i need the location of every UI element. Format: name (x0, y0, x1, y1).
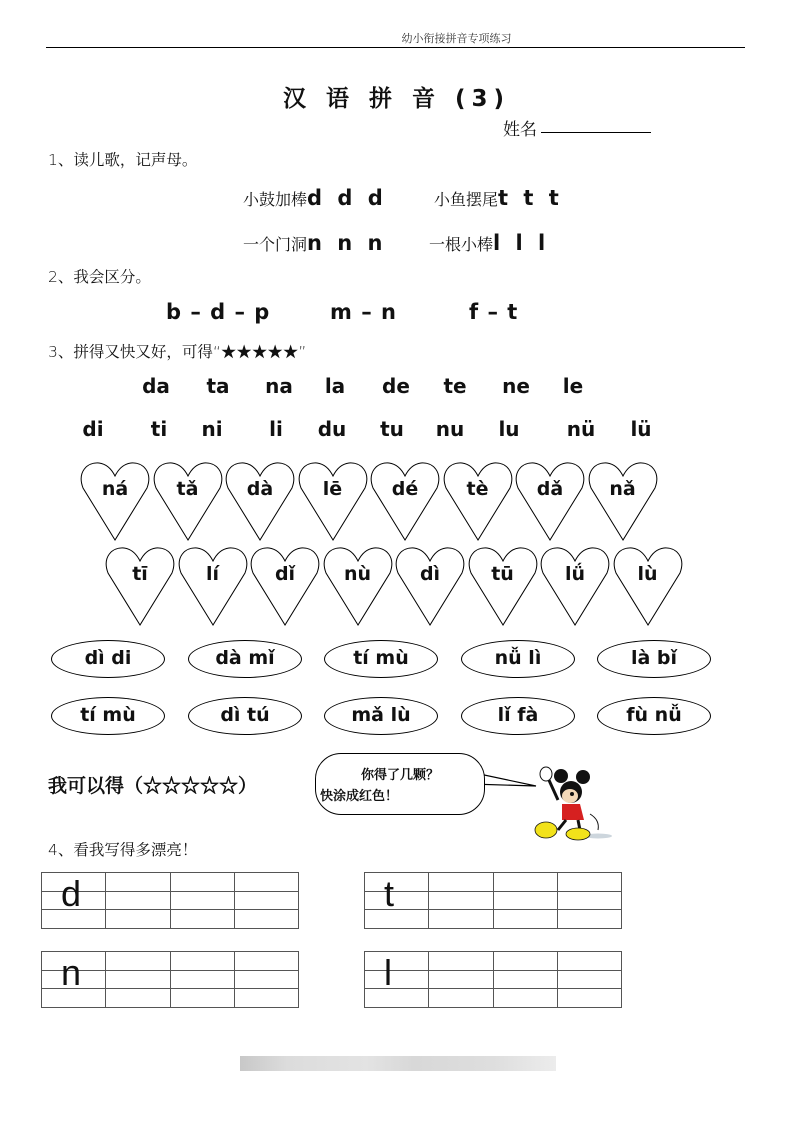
blurred-footer (240, 1056, 556, 1071)
heart-syllable[interactable] (79, 460, 151, 542)
syllable: lü (630, 417, 652, 441)
heart-icon (539, 545, 611, 627)
writing-grid-d[interactable] (41, 872, 299, 929)
syllable: du (317, 417, 347, 441)
rhyme-letters: d d d (307, 186, 387, 210)
heart-icon (612, 545, 684, 627)
syllable: ti (150, 417, 168, 441)
heart-icon (442, 460, 514, 542)
heart-label: ná (101, 478, 129, 500)
heart-icon (394, 545, 466, 627)
mickey-mouse-icon (528, 764, 612, 842)
heart-label: tū (491, 563, 514, 585)
heart-icon (224, 460, 296, 542)
rhyme-letters: l l l (493, 231, 550, 255)
pair-1: b – d – p (166, 300, 270, 324)
bubble-line-2: 快涂成红色！ (320, 789, 399, 804)
heart-syllable[interactable] (394, 545, 466, 627)
word-oval[interactable]: dà mǐ (188, 640, 302, 678)
syllable: tu (380, 417, 404, 441)
name-field[interactable] (541, 132, 651, 133)
heart-label: lù (637, 563, 658, 585)
rhyme-letters: n n n (307, 231, 387, 255)
heart-label: dǎ (536, 478, 564, 500)
syllable: na (265, 374, 293, 398)
header-rule (46, 47, 745, 48)
heart-syllable[interactable] (152, 460, 224, 542)
syllable: le (562, 374, 584, 398)
heart-label: dà (246, 478, 274, 500)
running-header: 幼小衔接拼音专项练习 (401, 32, 512, 45)
rhyme-4 (429, 231, 549, 255)
word-oval[interactable]: dì di (51, 640, 165, 678)
syllable: de (382, 374, 410, 398)
writing-grid-l[interactable] (364, 951, 622, 1008)
heart-icon (514, 460, 586, 542)
heart-syllable[interactable] (467, 545, 539, 627)
heart-icon (322, 545, 394, 627)
heart-syllable[interactable] (297, 460, 369, 542)
syllable: da (142, 374, 170, 398)
q3-heading: 3、拼得又快又好，可得“★★★★★” (48, 343, 307, 361)
name-label: 姓名 (503, 120, 537, 140)
rhyme-text: 一个门洞 (243, 235, 308, 254)
heart-icon (369, 460, 441, 542)
writing-grid-n[interactable] (41, 951, 299, 1008)
word-oval[interactable]: nǚ lì (461, 640, 575, 678)
heart-label: lí (205, 563, 220, 585)
heart-icon (79, 460, 151, 542)
syllable: te (443, 374, 467, 398)
score-label: 我可以得（☆☆☆☆☆） (48, 775, 258, 797)
bubble-line-1: 你得了几颗？ (361, 768, 440, 783)
speech-bubble (315, 753, 485, 815)
heart-label: nù (343, 563, 372, 585)
grid-sample-letter: t (384, 873, 395, 914)
heart-icon (152, 460, 224, 542)
syllable: nü (566, 417, 596, 441)
q1-heading: 1、读儿歌，记声母。 (48, 151, 198, 169)
syllable: ne (502, 374, 530, 398)
word-oval[interactable]: dì tú (188, 697, 302, 735)
pair-3: f – t (469, 300, 518, 324)
heart-syllable[interactable] (612, 545, 684, 627)
page-title: 汉 语 拼 音 (3) (282, 86, 511, 112)
heart-icon (249, 545, 321, 627)
word-oval[interactable]: tí mù (51, 697, 165, 735)
heart-syllable[interactable] (442, 460, 514, 542)
heart-label: dé (391, 478, 419, 500)
syllable: ta (206, 374, 230, 398)
heart-label: lē (322, 478, 343, 500)
rhyme-3 (243, 231, 387, 255)
heart-icon (297, 460, 369, 542)
heart-syllable[interactable] (539, 545, 611, 627)
heart-icon (587, 460, 659, 542)
heart-syllable[interactable] (224, 460, 296, 542)
syllable: lu (498, 417, 520, 441)
rhyme-text: 小鱼摆尾 (434, 190, 499, 209)
q2-heading: 2、我会区分。 (48, 268, 151, 286)
heart-syllable[interactable] (322, 545, 394, 627)
word-oval[interactable]: là bǐ (597, 640, 711, 678)
heart-label: tè (466, 478, 489, 500)
heart-syllable[interactable] (249, 545, 321, 627)
heart-label: dǐ (274, 563, 296, 585)
heart-icon (177, 545, 249, 627)
rhyme-text: 一根小棒 (429, 235, 494, 254)
syllable: ni (201, 417, 223, 441)
word-oval[interactable]: tí mù (324, 640, 438, 678)
heart-icon (467, 545, 539, 627)
rhyme-2 (434, 186, 563, 210)
heart-label: nǎ (609, 478, 636, 500)
grid-sample-letter: n (61, 952, 82, 993)
word-oval[interactable]: fù nǚ (597, 697, 711, 735)
grid-sample-letter: l (384, 952, 392, 993)
rhyme-text: 小鼓加棒 (243, 190, 308, 209)
heart-syllable[interactable] (369, 460, 441, 542)
syllable: la (324, 374, 346, 398)
rhyme-letters: t t t (498, 186, 563, 210)
grid-sample-letter: d (61, 873, 82, 914)
heart-syllable[interactable] (104, 545, 176, 627)
heart-syllable[interactable] (587, 460, 659, 542)
writing-grid-t[interactable] (364, 872, 622, 929)
pair-2: m – n (330, 300, 396, 324)
heart-syllable[interactable] (177, 545, 249, 627)
heart-label: tǎ (176, 478, 199, 500)
q4-heading: 4、看我写得多漂亮！ (48, 841, 198, 859)
heart-label: lǘ (564, 563, 586, 585)
heart-label: tī (132, 563, 148, 585)
syllable: nu (435, 417, 465, 441)
syllable: di (82, 417, 104, 441)
word-oval[interactable]: mǎ lù (324, 697, 438, 735)
heart-syllable[interactable] (514, 460, 586, 542)
heart-label: dì (419, 563, 441, 585)
rhyme-1 (243, 186, 387, 210)
heart-icon (104, 545, 176, 627)
word-oval[interactable]: lǐ fà (461, 697, 575, 735)
syllable: li (269, 417, 283, 441)
